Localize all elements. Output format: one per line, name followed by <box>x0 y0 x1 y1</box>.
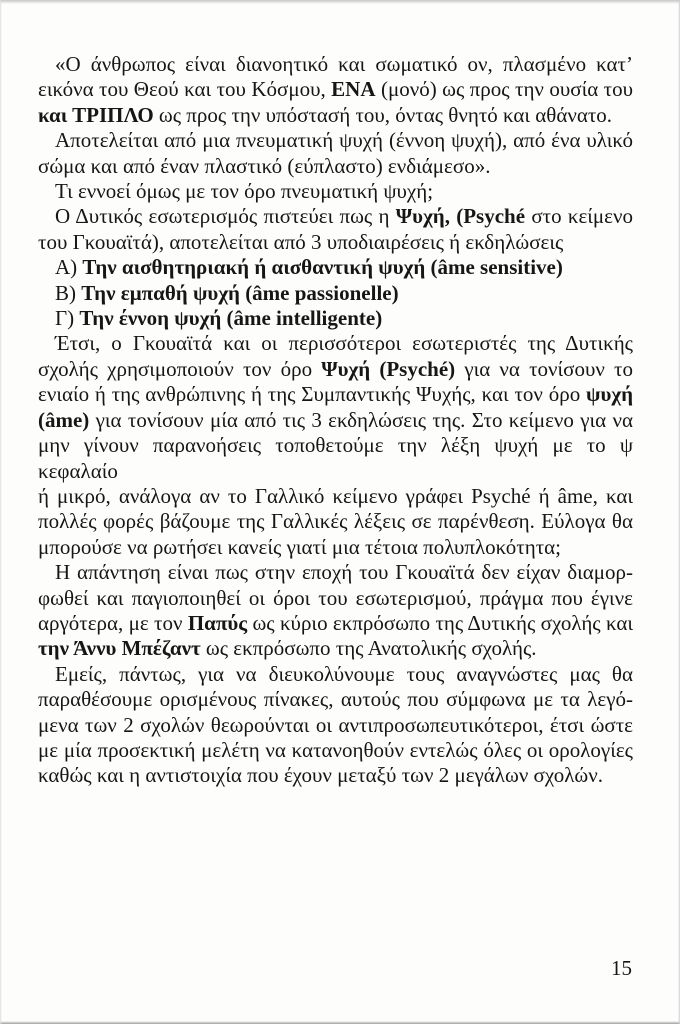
text-line <box>38 306 633 331</box>
text-run: σώμα και από έναν πλαστικό (εύπλαστο) ενδιάμεσο». <box>38 153 491 178</box>
text-line <box>38 509 633 534</box>
text-line <box>38 154 633 179</box>
text-line <box>38 331 633 356</box>
text-line <box>38 687 633 712</box>
text-run: με μία προσεκτική μελέτη να κατανοηθούν εντελώς όλες οι ορολογίες <box>38 737 633 762</box>
text-line <box>38 763 633 788</box>
text-run: Αποτελείται από μια πνευματική ψυχή (έννοη ψυχή), από ένα υλικό <box>55 128 633 153</box>
text-line <box>38 636 633 661</box>
text-run: ενιαίο ή της ανθρώπινης ή της Συμπαντικής Ψυχής, και τον όρο <box>38 382 587 407</box>
text-line <box>38 560 633 585</box>
text-line <box>38 230 633 255</box>
text-line <box>38 535 633 560</box>
text-run: Έτσι, ο Γκουαϊτά και οι περισσότεροι εσωτεριστές της Δυτικής <box>55 331 633 356</box>
text-run: Εμείς, πάντως, για να διευκολύνουμε τους αναγνώστες μας θα <box>55 661 633 686</box>
text-line <box>38 713 633 738</box>
text-line <box>38 408 633 433</box>
text-line <box>38 128 633 153</box>
text-run: Η απάντηση είναι πως στην εποχή του Γκουαϊτά δεν είχαν διαμορ- <box>55 560 633 585</box>
bold-text-run: Την αισθητηριακή ή αισθαντική ψυχή (âme sensitive) <box>82 255 563 280</box>
text-run: αργότερα, με τον <box>38 610 188 635</box>
bold-text-run: (âme) <box>38 407 90 432</box>
bold-text-run: Την εμπαθή ψυχή (âme passionelle) <box>81 280 399 305</box>
text-run: ως εκπρόσωπο της Ανατολικής σχολής. <box>200 636 537 661</box>
text-run: Α) <box>55 255 83 280</box>
page-number: 15 <box>611 956 632 980</box>
text-run: για να τονίσουν το <box>455 356 634 381</box>
text-run: ή μικρό, ανάλογα αν το Γαλλικό κείμενο γράφει Psyché ή âme, και <box>38 483 633 508</box>
text-run: «Ο άνθρωπος είναι διανοητικό και σωματικό ον, πλασμένο κατ’ <box>55 52 633 76</box>
text-run: Γ) <box>55 306 80 331</box>
paragraph <box>38 52 633 128</box>
paragraph <box>38 560 633 662</box>
paragraph <box>38 128 633 179</box>
bold-text-run: και ΤΡΙΠΛΟ <box>38 102 154 127</box>
text-line <box>38 382 633 407</box>
text-run: εικόνα του Θεού και του Κόσμου, <box>38 77 332 102</box>
text-run: Β) <box>55 280 82 305</box>
text-line <box>38 586 633 611</box>
bold-text-run: Την έννοη ψυχή (âme intelligente) <box>79 306 383 331</box>
text-run: ως κύριο εκπρόσωπο της Δυτικής σχολής και <box>247 610 634 635</box>
text-run: για τονίσουν μία από τις 3 εκδηλώσεις της. Στο κείμενο για να <box>89 407 633 432</box>
text-line <box>38 738 633 763</box>
bold-text-run: ψυχή <box>586 382 633 407</box>
text-line <box>38 103 633 128</box>
bold-text-run: την Άννυ Μπέζαντ <box>38 636 201 661</box>
text-line <box>38 484 633 509</box>
bold-text-run: Ψυχή (Psyché) <box>321 356 456 381</box>
paragraph <box>38 255 633 331</box>
text-run: μπορούσε να ρωτήσει κανείς γιατί μια τέτοια πολυπλοκότητα; <box>38 534 562 559</box>
text-line <box>38 77 633 102</box>
bold-text-run: Ψυχή, (Psyché <box>395 204 526 229</box>
text-line <box>38 662 633 687</box>
page-text <box>38 52 633 789</box>
text-run: στο κείμενο <box>525 204 633 229</box>
text-line <box>38 433 633 484</box>
text-line <box>38 255 633 280</box>
paragraph <box>38 204 633 255</box>
paragraph <box>38 331 633 560</box>
text-line <box>38 204 633 229</box>
text-run: του Γκουαϊτά), αποτελείται από 3 υποδιαιρέσεις ή εκδηλώσεις <box>38 229 564 254</box>
text-run: Τι εννοεί όμως με τον όρο πνευματική ψυχή; <box>55 179 434 204</box>
text-run: Ο Δυτικός εσωτερισμός πιστεύει πως η <box>55 204 396 229</box>
scan-edge-left <box>0 0 2 1024</box>
text-run: μην γίνουν παρανοήσεις τοποθετούμε την λέξη ψυχή με το ψ κεφαλαίο <box>38 433 633 483</box>
text-run: μενα των 2 σχολών θεωρούνται οι αντιπροσωπευτικότεροι, έτσι ώστε <box>38 712 633 737</box>
bold-text-run: ΕΝΑ <box>331 77 376 102</box>
text-run: σχολής χρησιμοποιούν τον όρο <box>38 356 322 381</box>
text-run: φωθεί και παγιοποιηθεί οι όροι του εσωτερισμού, πράγμα που έγινε <box>38 585 633 610</box>
text-run: παραθέσουμε ορισμένους πίνακες, αυτούς που σύμφωνα με τα λεγό- <box>38 687 633 712</box>
text-run: ως προς την υπόστασή του, όντας θνητό και αθάνατο. <box>153 102 613 127</box>
bold-text-run: Παπύς <box>187 610 248 635</box>
text-run: (μονό) ως προς την ουσία του <box>375 77 633 102</box>
text-run: καθώς και η αντιστοιχία που έχουν μεταξύ των 2 μεγάλων σχολών. <box>38 763 603 788</box>
text-run: πολλές φορές βάζουμε της Γαλλικές λέξεις σε παρένθεση. Εύλογα θα <box>38 509 633 534</box>
scan-edge-top <box>0 0 680 4</box>
text-line <box>38 52 633 77</box>
text-line <box>38 281 633 306</box>
text-line <box>38 179 633 204</box>
text-line <box>38 357 633 382</box>
paragraph <box>38 179 633 204</box>
paragraph <box>38 662 633 789</box>
text-line <box>38 611 633 636</box>
